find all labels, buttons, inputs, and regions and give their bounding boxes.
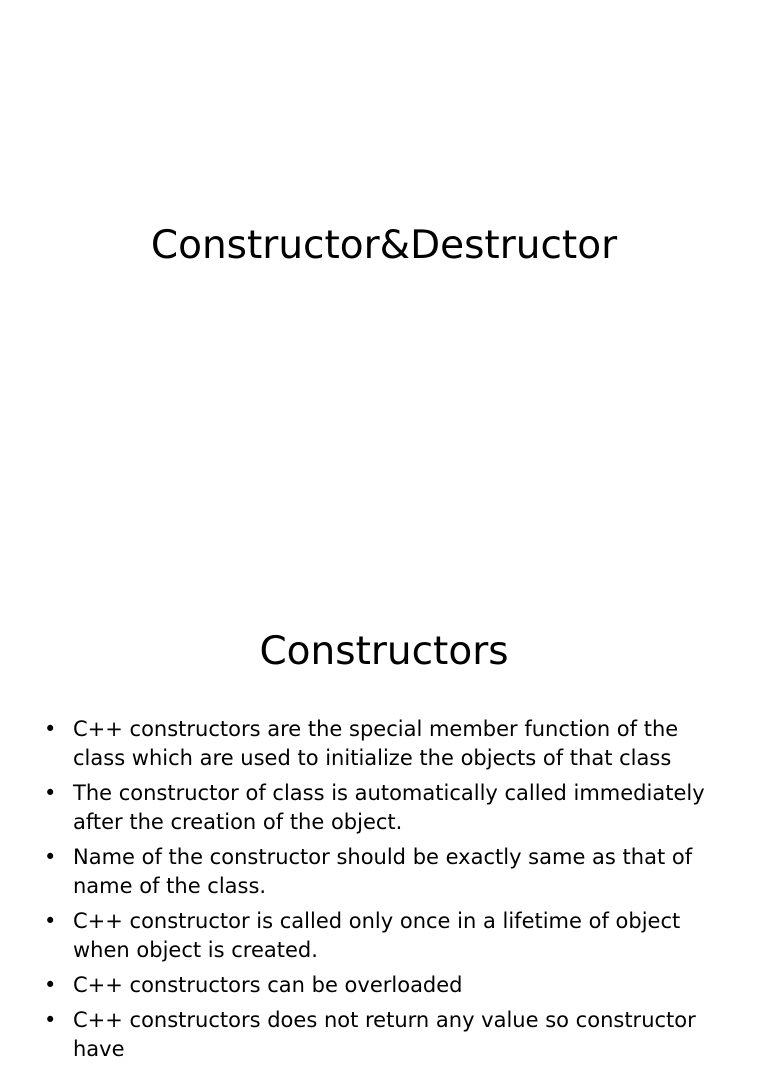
slide-title-constructor-destructor: Constructor&Destructor	[150, 223, 618, 268]
bullet-item: • C++ constructors can be overloaded	[42, 971, 732, 1000]
slide-title-constructors: Constructors	[259, 629, 509, 674]
bullet-item: • C++ constructor is called only once in a lifetime of object when object is created.	[42, 907, 732, 965]
bullet-item: • C++ constructors does not return any value so constructor have	[42, 1006, 732, 1064]
bullet-item: • The constructor of class is automatically called immediately after the creation of the object.	[42, 779, 732, 837]
bullet-item: • C++ constructors are the special member function of the class which are used to initialize the objects of that class	[42, 715, 732, 773]
bullet-item: • Name of the constructor should be exactly same as that of name of the class.	[42, 843, 732, 901]
constructors-bullet-list	[42, 715, 732, 1070]
